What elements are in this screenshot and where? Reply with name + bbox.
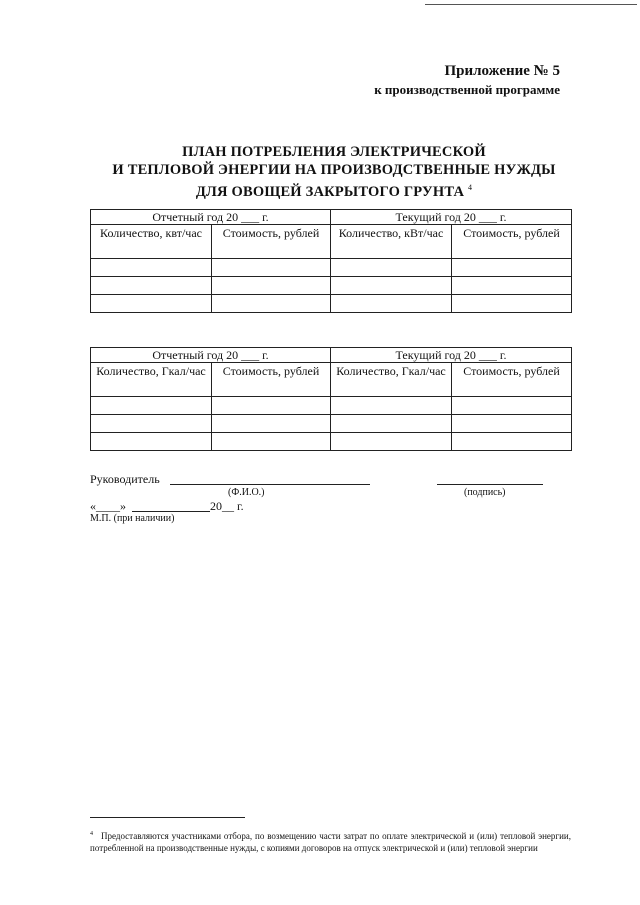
table-cell xyxy=(331,415,452,433)
table-cell xyxy=(91,397,212,415)
table-cell xyxy=(212,277,331,295)
stamp-note: М.П. (при наличии) xyxy=(90,513,175,524)
electricity-table xyxy=(90,209,572,313)
head-name-line xyxy=(170,484,370,485)
table2-reported-year: Отчетный год 20 ___ г. xyxy=(91,348,331,363)
table-row xyxy=(91,397,572,415)
table-cell xyxy=(91,277,212,295)
table1-col-cost-reported: Стоимость, рублей xyxy=(212,225,331,259)
table-cell xyxy=(91,295,212,313)
table-cell xyxy=(331,277,452,295)
table-cell xyxy=(452,415,572,433)
footnote-rule xyxy=(90,817,245,818)
table-cell xyxy=(212,295,331,313)
footnote-mark: 4 xyxy=(90,831,93,837)
date-year: 20__ г. xyxy=(210,499,244,513)
table1-reported-year: Отчетный год 20 ___ г. xyxy=(91,210,331,225)
head-label: Руководитель xyxy=(90,472,160,486)
table-cell xyxy=(212,259,331,277)
table1-col-quantity-reported: Количество, квт/час xyxy=(91,225,212,259)
footnote-text: Предоставляются участниками отбора, по возмещению части затрат по оплате электрической и (или) тепловой энергии, потребленной на производственные нужды, с копиями договоров на отпуск электрической и (или) тепловой энергии xyxy=(90,831,571,853)
table-cell xyxy=(91,415,212,433)
table1-col-cost-current: Стоимость, рублей xyxy=(452,225,572,259)
table2-col-cost-reported: Стоимость, рублей xyxy=(212,363,331,397)
top-rule xyxy=(425,4,637,5)
date-month-line xyxy=(132,511,210,512)
title-line-3-text: ДЛЯ ОВОЩЕЙ ЗАКРЫТОГО ГРУНТА xyxy=(195,183,465,200)
table-cell xyxy=(452,433,572,451)
footnote xyxy=(90,828,571,854)
table-row xyxy=(91,415,572,433)
document-title xyxy=(60,143,608,201)
table2-col-cost-current: Стоимость, рублей xyxy=(452,363,572,397)
appendix-header xyxy=(374,62,560,99)
signature-line xyxy=(437,484,543,485)
table2-col-quantity-current: Количество, Гкал/час xyxy=(331,363,452,397)
table-cell xyxy=(452,397,572,415)
table1-current-year: Текущий год 20 ___ г. xyxy=(331,210,572,225)
fio-caption: (Ф.И.О.) xyxy=(228,487,265,498)
table1-col-quantity-current: Количество, кВт/час xyxy=(331,225,452,259)
table-cell xyxy=(331,433,452,451)
table-cell xyxy=(212,415,331,433)
table-row xyxy=(91,277,572,295)
table-row xyxy=(91,295,572,313)
title-footnote-mark: 4 xyxy=(467,183,473,192)
table-cell xyxy=(331,259,452,277)
date-day-month: «____» xyxy=(90,499,126,513)
table-cell xyxy=(331,397,452,415)
signature-caption: (подпись) xyxy=(464,487,506,498)
table-cell xyxy=(452,277,572,295)
table-row xyxy=(91,433,572,451)
table-cell xyxy=(452,295,572,313)
table-cell xyxy=(212,433,331,451)
title-line-1: ПЛАН ПОТРЕБЛЕНИЯ ЭЛЕКТРИЧЕСКОЙ xyxy=(182,144,486,160)
table-cell xyxy=(212,397,331,415)
appendix-subtitle: к производственной программе xyxy=(374,82,560,97)
table-cell xyxy=(91,433,212,451)
title-line-3 xyxy=(60,179,608,201)
table-cell xyxy=(331,295,452,313)
title-line-2: И ТЕПЛОВОЙ ЭНЕРГИИ НА ПРОИЗВОДСТВЕННЫЕ НУЖДЫ xyxy=(112,162,556,178)
table2-current-year: Текущий год 20 ___ г. xyxy=(331,348,572,363)
appendix-number: Приложение № 5 xyxy=(444,63,560,79)
table-cell xyxy=(91,259,212,277)
table-cell xyxy=(452,259,572,277)
table-row xyxy=(91,259,572,277)
heat-table xyxy=(90,347,572,451)
table2-col-quantity-reported: Количество, Гкал/час xyxy=(91,363,212,397)
